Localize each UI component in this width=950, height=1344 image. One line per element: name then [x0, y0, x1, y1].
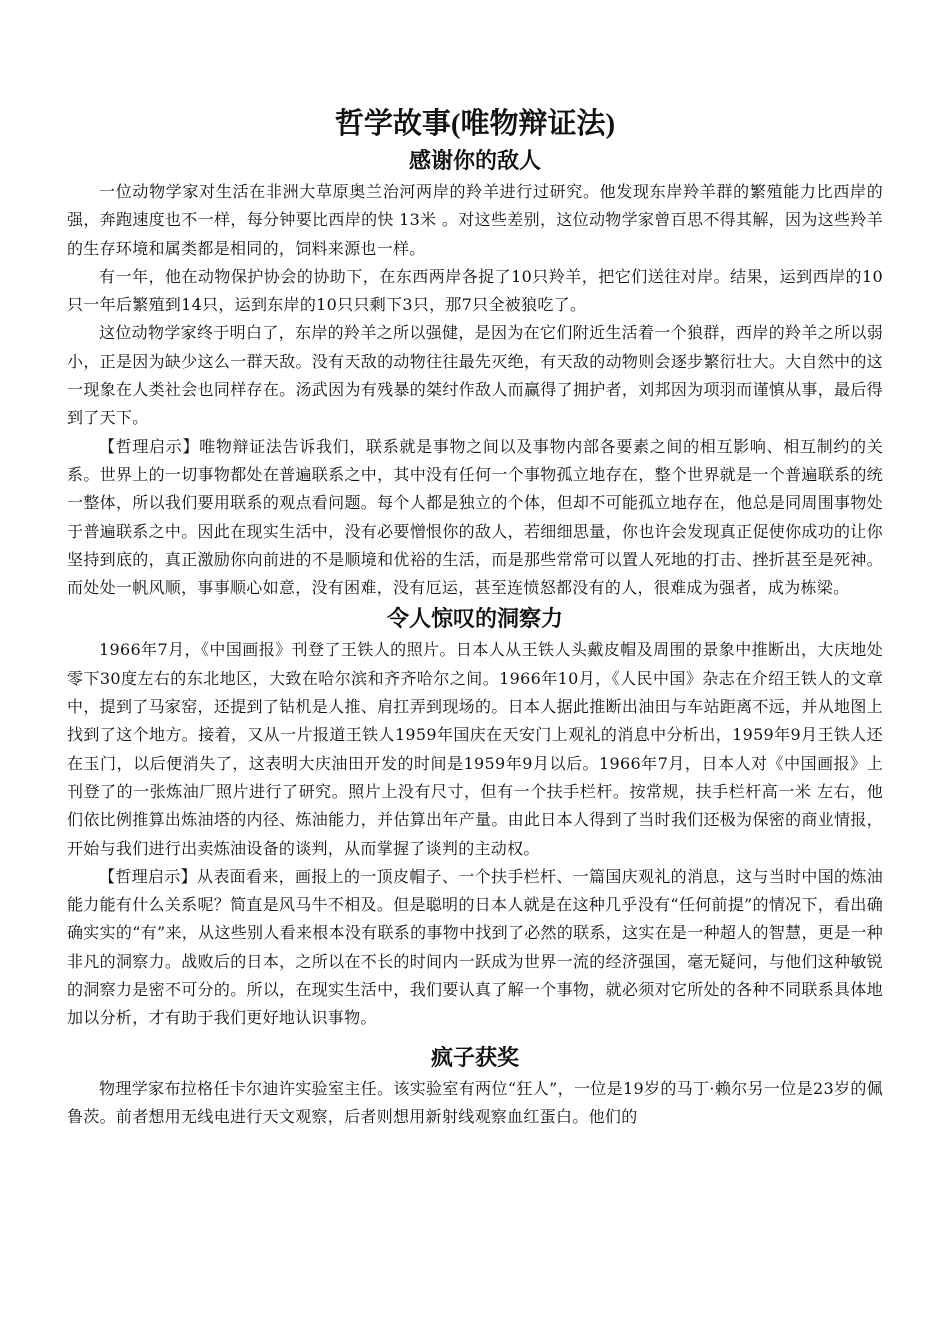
document-page: [67, 100, 883, 1131]
paragraph: 这位动物学家终于明白了，东岸的羚羊之所以强健，是因为在它们附近生活着一个狼群，西岸的羚羊之所以弱小，正是因为缺少这么一群天敌。没有天敌的动物往往最先灭绝，有天敌的动物则会逐步繁衍壮大。大自然中的这一现象在人类社会也同样存在。汤武因为有残暴的桀纣作敌人而赢得了拥护者，刘邦因为项羽而谨慎从事，最后得到了天下。: [67, 323, 883, 428]
section-madman-award: [67, 1041, 883, 1132]
paragraph: 1966年7月，《中国画报》刊登了王铁人的照片。日本人从王铁人头戴皮帽及周围的景象中推断出，大庆地处零下30度左右的东北地区，大致在哈尔滨和齐齐哈尔之间。1966年10月，《人民中国》杂志在介绍王铁人的文章中，提到了马家窑，还提到了钻机是人推、肩扛弄到现场的。日本人据此推断出油田与车站距离不远，并从地图上找到了这个地方。接着，又从一片报道王铁人1959年国庆在天安门上观礼的消息中分析出，1959年9月王铁人还在玉门，以后便消失了，这表明大庆油田开发的时间是1959年9月以后。1966年7月，日本人对《中国画报》上刊登了的一张炼油厂照片进行了研究。照片上没有尺寸，但有一个扶手栏杆。按常规，扶手栏杆高一米 左右，他们依比例推算出炼油塔的内径、炼油能力，并估算出年产量。由此日本人得到了当时我们还极为保密的商业情报，开始与我们进行出卖炼油设备的谈判，从而掌握了谈判的主动权。: [67, 640, 883, 858]
paragraph: 【哲理启示】从表面看来，画报上的一顶皮帽子、一个扶手栏杆、一篇国庆观礼的消息，这与当时中国的炼油能力能有什么关系呢？简直是风马牛不相及。但是聪明的日本人就是在这种几乎没有“任何前提”的情况下，看出确确实实的“有”来，从这些别人看来根本没有联系的事物中找到了必然的联系，这实在是一种超人的智慧，更是一种非凡的洞察力。战败后的日本，之所以在不长的时间内一跃成为世界一流的经济强国，毫无疑问，与他们这种敏锐的洞察力是密不可分的。所以，在现实生活中，我们要认真了解一个事物，就必须对它所处的各种不同联系具体地加以分析，才有助于我们更好地认识事物。: [67, 866, 883, 1028]
paragraph: 【哲理启示】唯物辩证法告诉我们，联系就是事物之间以及事物内部各要素之间的相互影响、相互制约的关系。世界上的一切事物都处在普遍联系之中，其中没有任何一个事物孤立地存在，整个世界就是一个普遍联系的统一整体，所以我们要用联系的观点看问题。每个人都是独立的个体，但却不可能孤立地存在，他总是同周围事物处于普遍联系之中。因此在现实生活中，没有必要憎恨你的敌人，若细细思量，你也许会发现真正促使你成功的让你坚持到底的，真正激励你向前进的不是顺境和优裕的生活，而是那些常常可以置人死地的打击、挫折甚至是死神。而处处一帆风顺，事事顺心如意，没有困难，没有厄运，甚至连愤怒都没有的人，很难成为强者，成为栋梁。: [67, 436, 883, 598]
paragraph: 有一年，他在动物保护协会的协助下，在东西两岸各捉了10只羚羊，把它们送往对岸。结果，运到西岸的10只一年后繁殖到14只，运到东岸的10只只剩下3只，那7只全被狼吃了。: [67, 266, 883, 315]
document-title: 哲学故事(唯物辩证法): [334, 108, 616, 140]
section-insight: [67, 602, 883, 1032]
section-heading: 令人惊叹的洞察力: [386, 606, 563, 633]
paragraph: 一位动物学家对生活在非洲大草原奥兰治河两岸的羚羊进行过研究。他发现东岸羚羊群的繁殖能力比西岸的强，奔跑速度也不一样，每分钟要比西岸的快 13米 。对这些差别，这位动物学家曾百思不得其解，因为这些羚羊的生存环境和属类都是相同的，饲料来源也一样。: [67, 182, 883, 258]
section-heading: 感谢你的敌人: [408, 148, 541, 174]
paragraph: 物理学家布拉格任卡尔迪许实验室主任。该实验室有两位“狂人”，一位是19岁的马丁·赖尔另一位是23岁的佩鲁茨。前者想用无线电进行天文观察，后者则想用新射线观察血红蛋白。他们的: [67, 1078, 883, 1126]
section-gratitude-enemy: [67, 144, 883, 602]
section-heading: 疯子获奖: [430, 1044, 519, 1071]
